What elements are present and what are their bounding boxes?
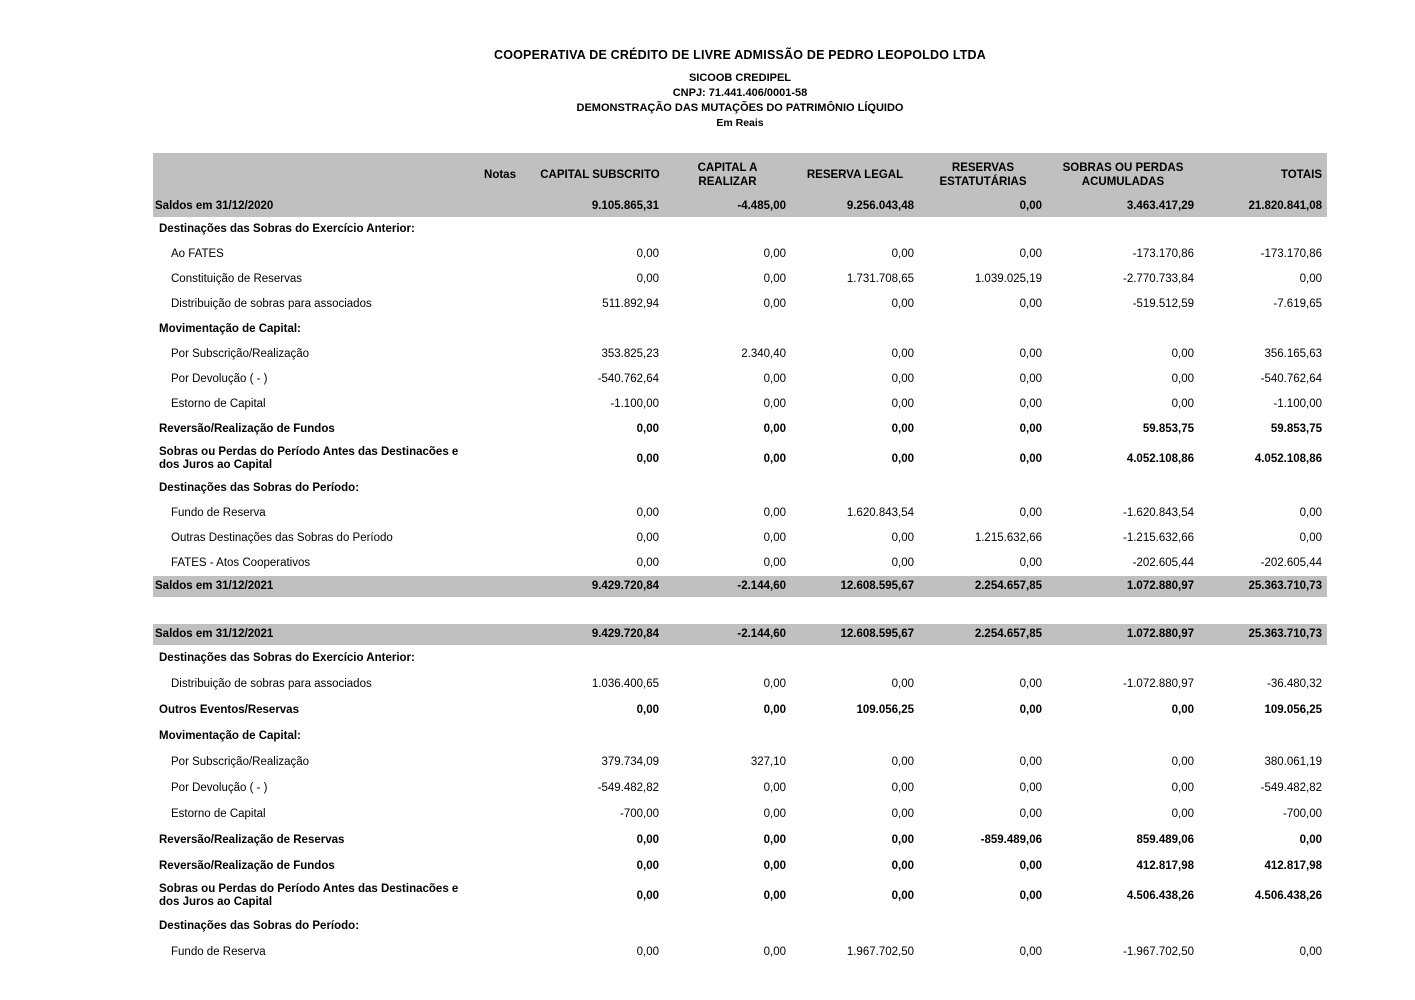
table-row [153, 501, 1327, 526]
value-cell: 1.036.400,65 [591, 677, 659, 690]
row-label: Destinações das Sobras do Período: [159, 919, 360, 932]
value-cell [919, 723, 1047, 749]
value-cell: 0,00 [1019, 398, 1042, 410]
value-cell: 0,00 [891, 755, 914, 768]
notas-cell [464, 879, 536, 913]
column-header: Notas [464, 153, 536, 196]
value-cell: 412.817,98 [1136, 859, 1194, 872]
value-cell: 0,00 [1019, 859, 1042, 872]
value-cell: 0,00 [891, 557, 914, 569]
value-cell [791, 317, 919, 342]
row-label: Saldos em 31/12/2020 [153, 196, 464, 217]
value-cell [1047, 645, 1199, 671]
table-row [153, 551, 1327, 576]
value-cell: 0,00 [1019, 945, 1042, 958]
value-cell: 0,00 [1019, 677, 1042, 690]
value-cell: -700,00 [1282, 807, 1322, 820]
value-cell [919, 913, 1047, 939]
value-cell [664, 913, 791, 939]
value-cell: 0,00 [763, 273, 786, 285]
currency-note: Em Reais [716, 117, 764, 129]
row-label: Saldos em 31/12/2021 [153, 624, 464, 645]
value-cell [1047, 723, 1199, 749]
value-cell [791, 217, 919, 242]
value-cell [1199, 723, 1327, 749]
value-cell: 0,00 [1019, 423, 1042, 435]
row-label: Por Subscrição/Realização [171, 348, 310, 360]
value-cell [664, 217, 791, 242]
value-cell: 0,00 [763, 423, 786, 435]
table-row [153, 476, 1327, 501]
value-cell [1047, 217, 1199, 242]
notas-cell [464, 939, 536, 965]
row-label: Ao FATES [171, 248, 224, 260]
value-cell: 9.429.720,84 [536, 624, 664, 645]
notas-cell [464, 367, 536, 392]
value-cell [536, 913, 664, 939]
column-header: RESERVAS ESTATUTÁRIAS [919, 153, 1047, 196]
value-cell: 0,00 [891, 452, 914, 465]
value-cell: 109.056,25 [1264, 703, 1322, 716]
value-cell [664, 476, 791, 501]
value-cell [664, 317, 791, 342]
value-cell: -2.770.733,84 [1123, 273, 1194, 285]
value-cell [1199, 217, 1327, 242]
value-cell [1199, 317, 1327, 342]
row-label: Sobras ou Perdas do Período Antes das Destinacões e dos Juros ao Capital [159, 883, 459, 908]
value-cell: 0,00 [763, 398, 786, 410]
value-cell [1047, 476, 1199, 501]
value-cell: 0,00 [1299, 273, 1322, 285]
value-cell: -36.480,32 [1267, 677, 1322, 690]
value-cell: 4.506.438,26 [1126, 889, 1194, 902]
row-label: Por Subscrição/Realização [171, 755, 310, 768]
value-cell: 1.215.632,66 [974, 532, 1042, 544]
value-cell: 0,00 [636, 889, 659, 902]
row-label: Movimentação de Capital: [159, 729, 301, 742]
value-cell: 0,00 [1019, 557, 1042, 569]
value-cell: 380.061,19 [1264, 755, 1322, 768]
value-cell: 2.340,40 [741, 348, 786, 360]
table-row [153, 749, 1327, 775]
row-label: Por Devolução ( - ) [171, 373, 268, 385]
table-row [153, 723, 1327, 749]
value-cell [536, 476, 664, 501]
value-cell: 0,00 [763, 248, 786, 260]
document-header [153, 48, 1327, 131]
value-cell: -1.967.702,50 [1123, 945, 1194, 958]
row-label: Movimentação de Capital: [159, 323, 301, 335]
value-cell: 0,00 [763, 532, 786, 544]
value-cell: 0,00 [1171, 398, 1194, 410]
value-cell: 511.892,94 [602, 298, 659, 310]
table-row [153, 196, 1327, 217]
value-cell: 0,00 [1171, 348, 1194, 360]
value-cell [791, 645, 919, 671]
value-cell: 327,10 [750, 755, 786, 768]
cnpj: CNPJ: 71.441.406/0001-58 [672, 87, 808, 99]
value-cell [1199, 913, 1327, 939]
value-cell: 0,00 [891, 807, 914, 820]
value-cell: 0,00 [1299, 945, 1322, 958]
table-row [153, 671, 1327, 697]
value-cell: 25.363.710,73 [1199, 624, 1327, 645]
table-row [153, 367, 1327, 392]
notas-cell [464, 242, 536, 267]
value-cell: 0,00 [636, 273, 659, 285]
table-row [153, 576, 1327, 597]
value-cell: -549.482,82 [1260, 781, 1322, 794]
block-gap [153, 597, 1327, 624]
value-cell: 59.853,75 [1270, 423, 1322, 435]
value-cell [791, 913, 919, 939]
value-cell: 0,00 [1171, 755, 1194, 768]
statement-table-area [153, 153, 1327, 965]
value-cell: 0,00 [891, 833, 914, 846]
value-cell: 9.429.720,84 [536, 576, 664, 597]
value-cell: 0,00 [1019, 452, 1042, 465]
value-cell: 0,00 [891, 423, 914, 435]
notas-cell [464, 775, 536, 801]
table-row [153, 801, 1327, 827]
statement-blocks [153, 153, 1327, 965]
table-row [153, 292, 1327, 317]
row-label: Sobras ou Perdas do Período Antes das Destinacões e dos Juros ao Capital [159, 446, 459, 471]
value-cell [536, 317, 664, 342]
notas-cell [464, 392, 536, 417]
value-cell: 0,00 [763, 677, 786, 690]
value-cell: 859.489,06 [1136, 833, 1194, 846]
value-cell [791, 476, 919, 501]
value-cell: 0,00 [891, 373, 914, 385]
value-cell: 109.056,25 [856, 703, 914, 716]
table-row [153, 392, 1327, 417]
row-label: Por Devolução ( - ) [171, 781, 268, 794]
value-cell [919, 645, 1047, 671]
value-cell: 356.165,63 [1264, 348, 1322, 360]
row-label-column-header [153, 153, 464, 196]
value-cell: 0,00 [1299, 532, 1322, 544]
value-cell: 0,00 [891, 781, 914, 794]
value-cell: 0,00 [891, 398, 914, 410]
notas-cell [464, 292, 536, 317]
company-name: COOPERATIVA DE CRÉDITO DE LIVRE ADMISSÃO DE PEDRO LEOPOLDO LTDA [493, 48, 987, 62]
value-cell [1199, 645, 1327, 671]
value-cell: 0,00 [763, 945, 786, 958]
column-header: SOBRAS OU PERDAS ACUMULADAS [1047, 153, 1199, 196]
table-row [153, 853, 1327, 879]
value-cell: 0,00 [636, 703, 659, 716]
table-row [153, 317, 1327, 342]
value-cell: 0,00 [763, 889, 786, 902]
value-cell: 0,00 [1019, 507, 1042, 519]
value-cell: -700,00 [619, 807, 659, 820]
value-cell: 0,00 [636, 557, 659, 569]
value-cell: 4.052.108,86 [1254, 452, 1322, 465]
value-cell [1199, 476, 1327, 501]
value-cell: 0,00 [1171, 373, 1194, 385]
value-cell: 0,00 [636, 859, 659, 872]
notas-cell [464, 217, 536, 242]
value-cell: 0,00 [1019, 373, 1042, 385]
row-label: Saldos em 31/12/2021 [153, 576, 464, 597]
value-cell: 4.506.438,26 [1254, 889, 1322, 902]
table-row [153, 879, 1327, 913]
value-cell: -202.605,44 [1132, 557, 1194, 569]
table-row [153, 775, 1327, 801]
value-cell: 59.853,75 [1142, 423, 1194, 435]
notas-cell [464, 417, 536, 442]
row-label: Constituição de Reservas [171, 273, 303, 285]
value-cell: 0,00 [891, 889, 914, 902]
value-cell: 0,00 [636, 248, 659, 260]
value-cell [919, 317, 1047, 342]
value-cell: 9.256.043,48 [791, 196, 919, 217]
row-label: Fundo de Reserva [171, 507, 266, 519]
row-label: Fundo de Reserva [171, 945, 266, 958]
value-cell: 0,00 [1019, 348, 1042, 360]
value-cell: 2.254.657,85 [919, 624, 1047, 645]
table-row [153, 827, 1327, 853]
value-cell: 0,00 [763, 298, 786, 310]
value-cell: 412.817,98 [1264, 859, 1322, 872]
notas-cell [464, 342, 536, 367]
brand-name: SICOOB CREDIPEL [688, 72, 792, 84]
value-cell: 21.820.841,08 [1199, 196, 1327, 217]
value-cell: -549.482,82 [597, 781, 659, 794]
value-cell: 0,00 [1019, 807, 1042, 820]
notas-cell [464, 526, 536, 551]
value-cell: 1.731.708,65 [846, 273, 914, 285]
value-cell: 0,00 [763, 859, 786, 872]
value-cell: 0,00 [636, 833, 659, 846]
notas-cell [464, 317, 536, 342]
value-cell: 379.734,09 [601, 755, 659, 768]
column-header: TOTAIS [1199, 153, 1327, 196]
value-cell: 0,00 [891, 298, 914, 310]
value-cell: 0,00 [1299, 507, 1322, 519]
notas-cell [464, 645, 536, 671]
value-cell: 0,00 [763, 703, 786, 716]
value-cell: 1.620.843,54 [846, 507, 914, 519]
value-cell: 9.105.865,31 [536, 196, 664, 217]
value-cell: 12.608.595,67 [791, 576, 919, 597]
notas-cell [464, 476, 536, 501]
table-row [153, 913, 1327, 939]
value-cell: 0,00 [1171, 807, 1194, 820]
notas-cell [464, 723, 536, 749]
notas-cell [464, 442, 536, 476]
notas-cell [464, 697, 536, 723]
value-cell: 0,00 [1019, 755, 1042, 768]
table-row [153, 526, 1327, 551]
value-cell [791, 723, 919, 749]
table-row [153, 442, 1327, 476]
value-cell: 4.052.108,86 [1126, 452, 1194, 465]
value-cell: 1.072.880,97 [1047, 624, 1199, 645]
value-cell [536, 723, 664, 749]
value-cell: -2.144,60 [664, 624, 791, 645]
value-cell: 0,00 [1299, 833, 1322, 846]
table-row [153, 624, 1327, 645]
value-cell: 0,00 [1019, 298, 1042, 310]
notas-cell [464, 853, 536, 879]
notas-cell [464, 196, 536, 217]
row-label: Reversão/Realização de Reservas [159, 833, 345, 846]
value-cell: 0,00 [763, 507, 786, 519]
value-cell: -173.170,86 [1132, 248, 1194, 260]
value-cell: 0,00 [1019, 248, 1042, 260]
value-cell: 0,00 [636, 507, 659, 519]
value-cell: 0,00 [891, 248, 914, 260]
row-label: Outras Destinações das Sobras do Período [171, 532, 393, 544]
row-label: Distribuição de sobras para associados [171, 298, 372, 310]
value-cell: -1.215.632,66 [1123, 532, 1194, 544]
value-cell: 0,00 [636, 945, 659, 958]
statement-block-2 [153, 624, 1327, 965]
notas-cell [464, 671, 536, 697]
value-cell: 0,00 [891, 859, 914, 872]
statement-block-1 [153, 153, 1327, 597]
value-cell: 0,00 [763, 807, 786, 820]
value-cell [536, 217, 664, 242]
value-cell: 0,00 [1019, 703, 1042, 716]
value-cell: 0,00 [636, 532, 659, 544]
value-cell: 1.039.025,19 [974, 273, 1042, 285]
table-row [153, 242, 1327, 267]
value-cell: 0,00 [763, 452, 786, 465]
notas-cell [464, 576, 536, 597]
value-cell: -519.512,59 [1132, 298, 1194, 310]
notas-cell [464, 267, 536, 292]
value-cell: -1.620.843,54 [1123, 507, 1194, 519]
value-cell: 0,00 [1019, 889, 1042, 902]
value-cell: -1.100,00 [610, 398, 659, 410]
value-cell: -7.619,65 [1273, 298, 1322, 310]
value-cell: -540.762,64 [1260, 373, 1322, 385]
value-cell: 25.363.710,73 [1199, 576, 1327, 597]
value-cell: 0,00 [763, 781, 786, 794]
value-cell: -2.144,60 [664, 576, 791, 597]
value-cell [664, 645, 791, 671]
value-cell [1047, 317, 1199, 342]
value-cell: 0,00 [763, 557, 786, 569]
row-label: Estorno de Capital [171, 398, 266, 410]
row-label: Distribuição de sobras para associados [171, 677, 372, 690]
value-cell: -4.485,00 [664, 196, 791, 217]
column-header-row [153, 153, 1327, 196]
notas-cell [464, 624, 536, 645]
value-cell: -540.762,64 [597, 373, 659, 385]
value-cell [919, 217, 1047, 242]
value-cell [664, 723, 791, 749]
value-cell: 0,00 [1171, 703, 1194, 716]
value-cell: -1.072.880,97 [1123, 677, 1194, 690]
row-label: Outros Eventos/Reservas [159, 703, 299, 716]
value-cell: 0,00 [891, 677, 914, 690]
value-cell: 1.072.880,97 [1047, 576, 1199, 597]
table-row [153, 645, 1327, 671]
value-cell: 0,00 [1171, 781, 1194, 794]
notas-cell [464, 801, 536, 827]
row-label: Destinações das Sobras do Exercício Anterior: [159, 223, 415, 235]
table-row [153, 417, 1327, 442]
row-label: Reversão/Realização de Fundos [159, 859, 335, 872]
value-cell: 0,00 [891, 348, 914, 360]
value-cell [919, 476, 1047, 501]
value-cell: 12.608.595,67 [791, 624, 919, 645]
column-header: CAPITAL SUBSCRITO [536, 153, 664, 196]
value-cell: 353.825,23 [601, 348, 659, 360]
value-cell: 1.967.702,50 [846, 945, 914, 958]
value-cell: 0,00 [1019, 781, 1042, 794]
notas-cell [464, 551, 536, 576]
value-cell: -1.100,00 [1273, 398, 1322, 410]
value-cell: 0,00 [636, 452, 659, 465]
notas-cell [464, 749, 536, 775]
value-cell: 0,00 [891, 532, 914, 544]
value-cell: 3.463.417,29 [1047, 196, 1199, 217]
notas-cell [464, 827, 536, 853]
row-label: FATES - Atos Cooperativos [171, 557, 311, 569]
table-row [153, 217, 1327, 242]
value-cell: 0,00 [919, 196, 1047, 217]
table-row [153, 939, 1327, 965]
value-cell: -202.605,44 [1260, 557, 1322, 569]
table-row [153, 697, 1327, 723]
notas-cell [464, 913, 536, 939]
row-label: Destinações das Sobras do Exercício Anterior: [159, 651, 415, 664]
row-label: Reversão/Realização de Fundos [159, 423, 335, 435]
column-header: RESERVA LEGAL [791, 153, 919, 196]
value-cell: 0,00 [763, 373, 786, 385]
value-cell: 0,00 [636, 423, 659, 435]
value-cell [1047, 913, 1199, 939]
value-cell [536, 645, 664, 671]
value-cell: -859.489,06 [980, 833, 1042, 846]
value-cell: -173.170,86 [1260, 248, 1322, 260]
table-row [153, 267, 1327, 292]
table-row [153, 342, 1327, 367]
row-label: Estorno de Capital [171, 807, 266, 820]
row-label: Destinações das Sobras do Período: [159, 482, 360, 494]
column-header: CAPITAL A REALIZAR [664, 153, 791, 196]
value-cell: 2.254.657,85 [919, 576, 1047, 597]
statement-title: DEMONSTRAÇÃO DAS MUTAÇÕES DO PATRIMÔNIO LÍQUIDO [576, 102, 904, 114]
value-cell: 0,00 [763, 833, 786, 846]
notas-cell [464, 501, 536, 526]
